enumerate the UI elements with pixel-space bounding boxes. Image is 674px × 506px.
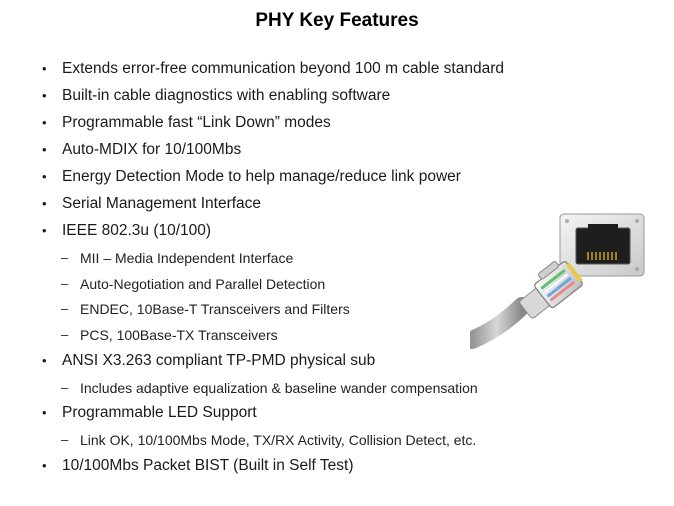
- bullet-text: Built-in cable diagnostics with enabling software: [62, 87, 391, 104]
- bullet-text: 10/100Mbs Packet BIST (Built in Self Test): [62, 457, 354, 474]
- bullet-text: IEEE 802.3u (10/100): [62, 222, 212, 239]
- bullet-dot: •: [42, 353, 47, 368]
- bullet-dot: •: [42, 115, 47, 130]
- sub-bullet-text: Auto-Negotiation and Parallel Detection: [80, 276, 326, 292]
- sub-bullet-text: PCS, 100Base-TX Transceivers: [80, 327, 278, 343]
- bullet-text: Programmable fast “Link Down” modes: [62, 114, 331, 131]
- dash-marker: –: [61, 380, 69, 395]
- sub-bullet-item: [61, 276, 326, 292]
- bullet-text: Energy Detection Mode to help manage/reduce link power: [62, 168, 461, 185]
- dash-marker: –: [61, 301, 69, 316]
- bullet-item: [42, 141, 242, 159]
- bullet-dot: •: [42, 196, 47, 211]
- bullet-text: Auto-MDIX for 10/100Mbs: [62, 141, 242, 158]
- sub-bullet-text: ENDEC, 10Base-T Transceivers and Filters: [80, 301, 350, 317]
- sub-bullet-text: Link OK, 10/100Mbs Mode, TX/RX Activity, Collision Detect, etc.: [80, 432, 477, 448]
- slide-title: PHY Key Features: [255, 10, 419, 31]
- bullet-dot: •: [42, 88, 47, 103]
- bullet-item: [42, 352, 376, 370]
- ethernet-cable-and-port-icon: [470, 210, 670, 360]
- sub-bullet-item: [61, 301, 350, 317]
- bullet-text: ANSI X3.263 compliant TP-PMD physical sub: [62, 352, 376, 369]
- sub-bullet-item: [61, 380, 478, 396]
- dash-marker: –: [61, 432, 69, 447]
- bullet-item: [42, 168, 461, 186]
- dash-marker: –: [61, 327, 69, 342]
- bullet-dot: •: [42, 142, 47, 157]
- bullet-item: [42, 222, 212, 240]
- bullet-item: [42, 60, 504, 78]
- bullet-dot: •: [42, 61, 47, 76]
- bullet-dot: •: [42, 169, 47, 184]
- bullet-item: [42, 457, 354, 475]
- sub-bullet-text: Includes adaptive equalization & baseline wander compensation: [80, 380, 478, 396]
- sub-bullet-text: MII – Media Independent Interface: [80, 250, 294, 266]
- dash-marker: –: [61, 276, 69, 291]
- bullet-text: Extends error-free communication beyond 100 m cable standard: [62, 60, 504, 77]
- sub-bullet-item: [61, 250, 294, 266]
- bullet-item: [42, 87, 391, 105]
- bullet-dot: •: [42, 405, 47, 420]
- bullet-item: [42, 195, 262, 213]
- sub-bullet-item: [61, 432, 477, 448]
- sub-bullet-item: [61, 327, 278, 343]
- bullet-item: [42, 404, 257, 422]
- bullet-text: Serial Management Interface: [62, 195, 262, 212]
- bullet-text: Programmable LED Support: [62, 404, 257, 421]
- bullet-item: [42, 114, 331, 132]
- bullet-dot: •: [42, 223, 47, 238]
- bullet-dot: •: [42, 458, 47, 473]
- dash-marker: –: [61, 250, 69, 265]
